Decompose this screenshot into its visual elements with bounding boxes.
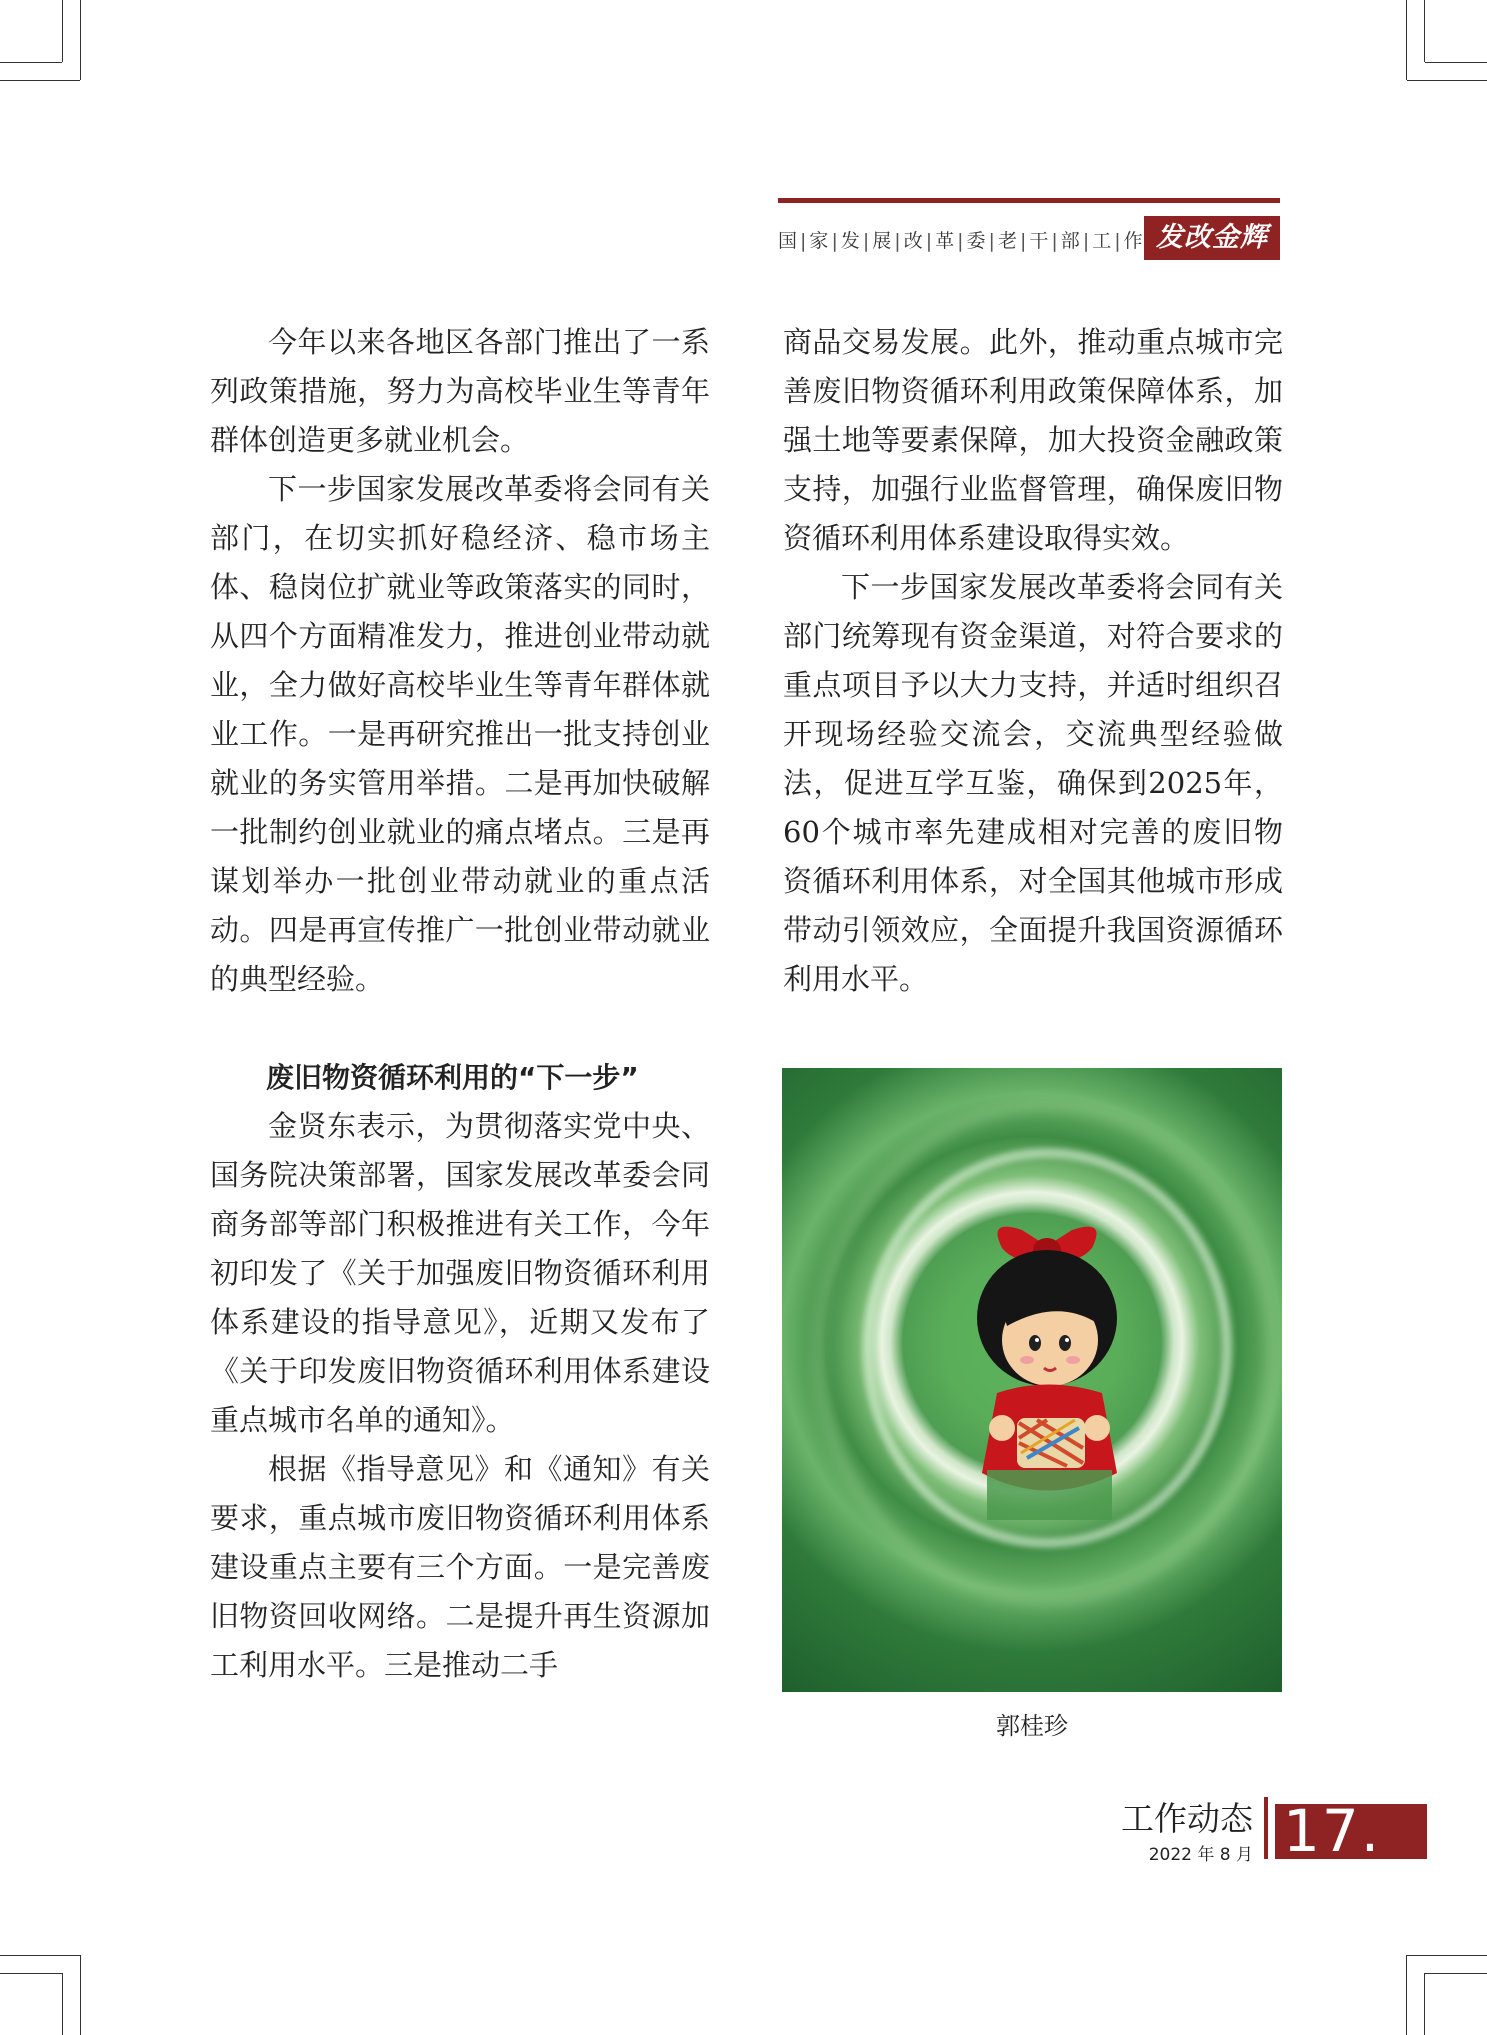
right-column <box>783 318 1283 1004</box>
crop-mark-bottom-left-h2 <box>0 1973 62 1974</box>
page-number: 17. <box>1275 1804 1427 1859</box>
body-paragraph: 金贤东表示，为贯彻落实党中央、国务院决策部署，国家发展改革委会同商务部等部门积极推进有关工作，今年初印发了《关于加强废旧物资循环利用体系建设的指导意见》，近期又发布了《关于印发废旧物资循环利用体系建设重点城市名单的通知》。 <box>210 1109 710 1437</box>
left-column <box>210 318 710 1690</box>
header-char: 革 <box>935 230 956 252</box>
section-heading: 废旧物资循环利用的“下一步” <box>266 1061 639 1094</box>
crop-mark-bottom-right-h <box>1407 1955 1487 1956</box>
body-paragraph: 下一步国家发展改革委将会同有关部门，在切实抓好稳经济、稳市场主体、稳岗位扩就业等政策落实的同时，从四个方面精准发力，推进创业带动就业，全力做好高校毕业生等青年群体就业工作。一是再研究推出一批支持创业就业的务实管用举措。二是再加快破解一批制约创业就业的痛点堵点。三是再谋划举办一批创业带动就业的重点活动。四是再宣传推广一批创业带动就业的典型经验。 <box>210 472 710 996</box>
body-paragraph: 根据《指导意见》和《通知》有关要求，重点城市废旧物资循环利用体系建设重点主要有三个方面。一是完善废旧物资回收网络。二是提升再生资源加工利用水平。三是推动二手 <box>210 1452 710 1682</box>
crop-mark-top-right-h2 <box>1425 62 1487 63</box>
header-char: 国 <box>778 230 799 252</box>
header-char: 部 <box>1060 230 1081 252</box>
photo-caption: 郭桂珍 <box>996 1712 1068 1740</box>
footer-section-title: 工作动态 <box>1121 1799 1253 1838</box>
body-paragraph: 下一步国家发展改革委将会同有关部门统筹现有资金渠道，对符合要求的重点项目予以大力支持，并适时组织召开现场经验交流会，交流典型经验做法，促进互学互鉴，确保到2025年，60个城市率先建成相对完善的废旧物资循环利用体系，对全国其他城市形成带动引领效应，全面提升我国资源循环利用水平。 <box>783 570 1283 996</box>
footer-issue-date: 2022 年 8 月 <box>1148 1845 1253 1865</box>
crop-mark-top-right-v <box>1406 0 1407 80</box>
running-header <box>778 216 1280 260</box>
brand-logo: 发改金辉 <box>1144 216 1280 260</box>
crop-mark-top-left-v <box>80 0 81 80</box>
header-char: 委 <box>966 230 987 252</box>
crop-mark-bottom-right-v <box>1406 1955 1407 2035</box>
header-char: 改 <box>903 230 924 252</box>
crop-mark-bottom-left-v2 <box>62 1973 63 2035</box>
crop-mark-bottom-right-h2 <box>1425 1973 1487 1974</box>
header-char: 家 <box>809 230 830 252</box>
header-char: 干 <box>1029 230 1050 252</box>
header-char: 老 <box>997 230 1018 252</box>
header-char: 工 <box>1092 230 1113 252</box>
body-paragraph: 今年以来各地区各部门推出了一系列政策措施，努力为高校毕业生等青年群体创造更多就业机会。 <box>210 325 710 457</box>
header-char: 展 <box>872 230 893 252</box>
header-char: 发 <box>840 230 861 252</box>
footer-divider <box>1264 1797 1268 1859</box>
header-org-name: 国 | 家 | 发 | 展 | 改 | 革 | 委 | 老 | 干 | 部 | 工 | 作 <box>778 230 1144 252</box>
paragraph-gap <box>210 1004 710 1053</box>
crop-mark-top-right-h <box>1407 80 1487 81</box>
crop-mark-bottom-left-h <box>0 1955 80 1956</box>
crop-mark-top-left-h2 <box>0 62 62 63</box>
header-rule <box>778 198 1280 203</box>
photo-doll-in-glass <box>782 1068 1282 1692</box>
crop-mark-bottom-left-v <box>80 1955 81 2035</box>
crop-mark-top-right-v2 <box>1424 0 1425 62</box>
crop-mark-top-left-h <box>0 80 80 81</box>
crop-mark-top-left-v2 <box>62 0 63 62</box>
body-paragraph: 商品交易发展。此外，推动重点城市完善废旧物资循环利用政策保障体系，加强土地等要素保障，加大投资金融政策支持，加强行业监督管理，确保废旧物资循环利用体系建设取得实效。 <box>783 325 1283 555</box>
doll-figure <box>947 1208 1147 1538</box>
header-char: 作 <box>1123 230 1144 252</box>
crop-mark-bottom-right-v2 <box>1424 1973 1425 2035</box>
